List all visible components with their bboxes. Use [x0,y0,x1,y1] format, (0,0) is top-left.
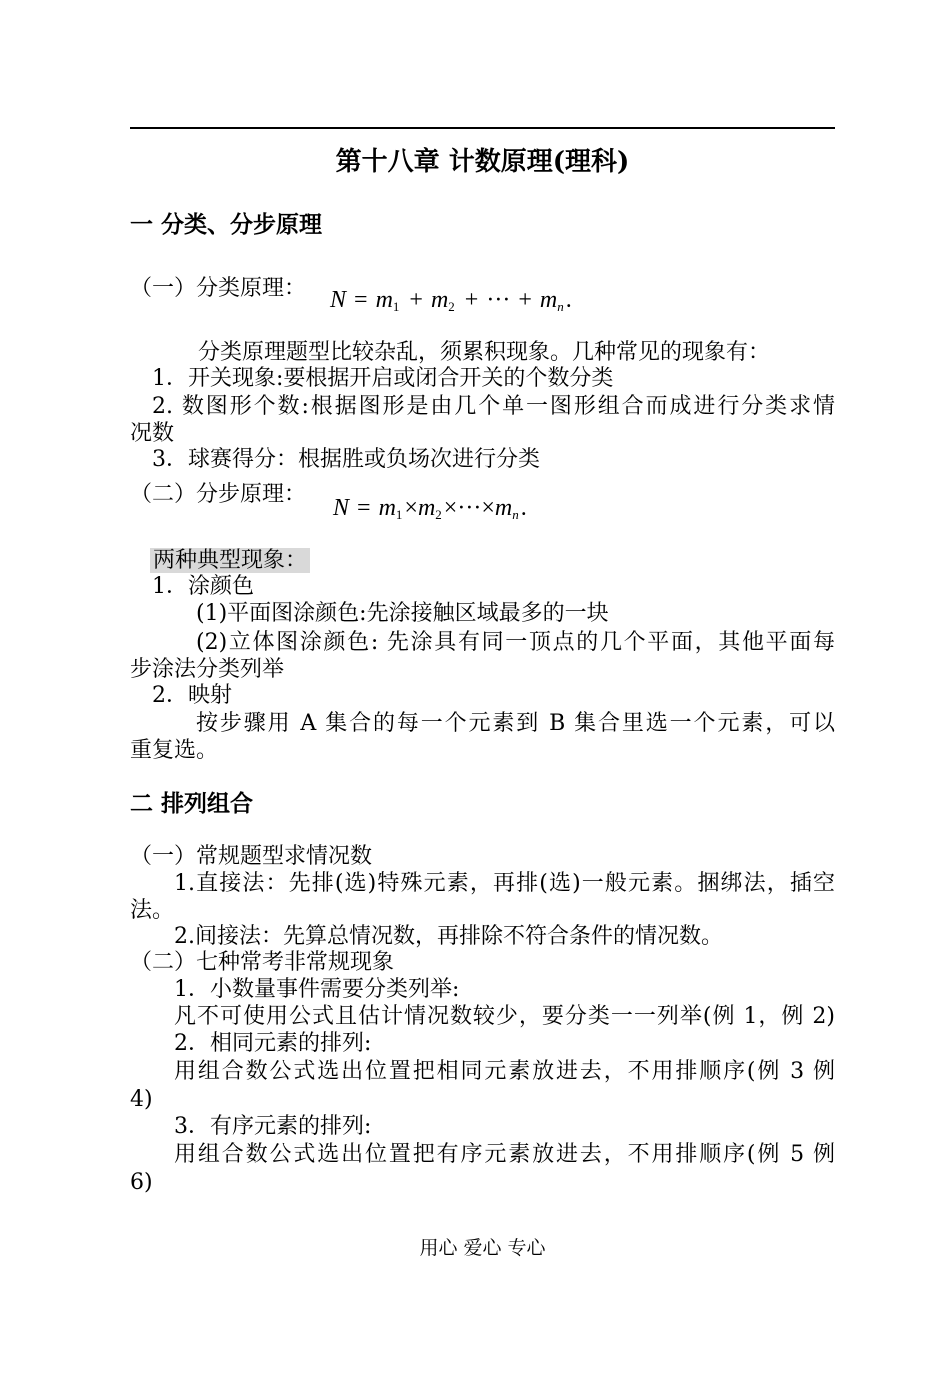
chapter-title: 第十八章 计数原理(理科) [335,147,630,177]
item-count-figures-cont: 况数 [130,421,175,446]
classification-intro: 分类原理题型比较杂乱，须累积现象。几种常见的现象有： [198,340,771,365]
page-footer: 用心 爱心 专心 [419,1237,546,1259]
identical-elements: 2．相同元素的排列: [174,1031,372,1056]
item-mapping-text-cont: 重复选。 [130,738,219,763]
item-count-figures: 2. 数图形个数:根据图形是由几个单一图形组合而成进行分类求情 [152,394,835,419]
item-ball-score: 3．球赛得分：根据胜或负场次进行分类 [152,447,540,472]
item-mapping: 2．映射 [152,683,232,708]
small-count-events: 1．小数量事件需要分类列举: [174,977,460,1002]
ordered-elements-text: 用组合数公式选出位置把有序元素放进去，不用排顺序(例 5 例 [174,1142,835,1167]
header-rule [130,127,835,129]
small-count-events-text: 凡不可使用公式且估计情况数较少，要分类一一列举(例 1，例 2) [174,1004,835,1029]
multiplication-formula: $N = m_1\times m_2\times\cdot\cdot\cdot\times m_n$. [333,495,527,522]
item-solid-coloring: (2)立体图涂颜色: 先涂具有同一顶点的几个平面，其他平面每 [196,630,835,655]
step-label: （二）分步原理： [130,482,307,507]
ordered-elements-text-cont: 6) [130,1170,153,1195]
identical-elements-text: 用组合数公式选出位置把相同元素放进去，不用排顺序(例 3 例 [174,1059,835,1084]
item-mapping-text: 按步骤用 A 集合的每一个元素到 B 集合里选一个元素，可以 [196,711,835,736]
direct-method: 1.直接法：先排(选)特殊元素，再排(选)一般元素。捆绑法，插空 [174,871,835,896]
item-coloring: 1．涂颜色 [152,574,254,599]
item-plane-coloring: (1)平面图涂颜色:先涂接触区域最多的一块 [196,601,609,626]
direct-method-cont: 法。 [130,898,175,923]
ordered-elements: 3．有序元素的排列: [174,1114,372,1139]
section-heading-2: 二 排列组合 [130,790,254,817]
item-solid-coloring-cont: 步涂法分类列举 [130,657,285,682]
typical-phenomena: 两种典型现象： [130,548,835,574]
section-heading-1: 一 分类、分步原理 [130,211,323,238]
classification-label: （一）分类原理： [130,276,307,301]
seven-phenomena-label: （二）七种常考非常规现象 [130,950,395,975]
indirect-method: 2.间接法：先算总情况数，再排除不符合条件的情况数。 [174,924,723,949]
regular-problems-label: （一）常规题型求情况数 [130,844,373,869]
addition-formula: $N = m_1 + m_2$ + ··· + $m_n$. [330,287,572,314]
item-switch: 1．开关现象:要根据开启或闭合开关的个数分类 [152,366,614,391]
identical-elements-text-cont: 4) [130,1087,153,1112]
